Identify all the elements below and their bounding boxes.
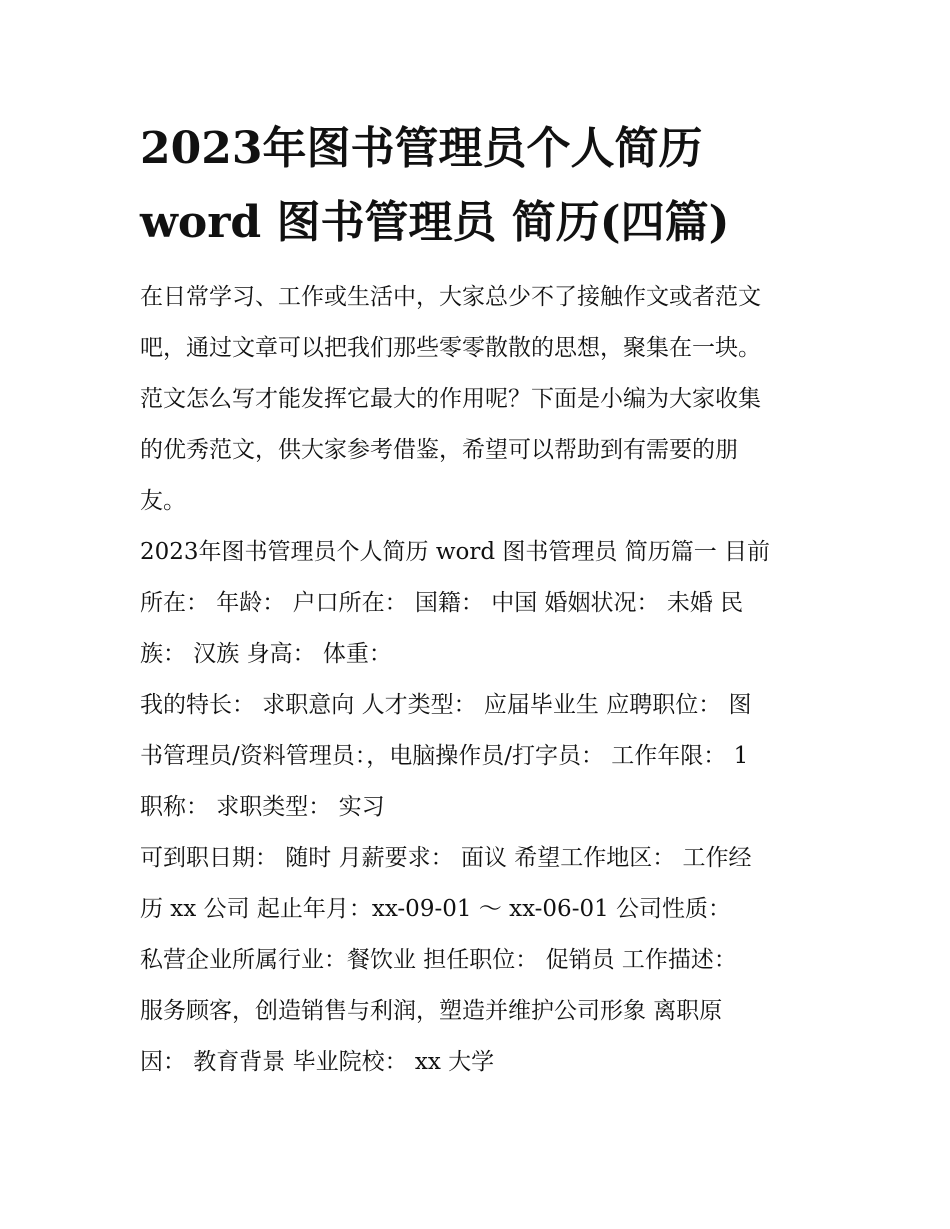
title-line: word 图书管理员 简历(四篇) [140, 197, 730, 248]
text-line: 在日常学习、工作或生活中，大家总少不了接触作文或者范文 [140, 284, 761, 310]
title-line: 2023年图书管理员个人简历 [140, 123, 703, 174]
text-line: 所在： 年龄： 户口所在： 国籍： 中国 婚姻状况： 未婚 民 [140, 590, 744, 616]
text-line: 私营企业所属行业：餐饮业 担任职位： 促销员 工作描述： [140, 947, 737, 973]
text-line: 吧，通过文章可以把我们那些零零散散的思想，聚集在一块。 [140, 335, 761, 361]
text-line: 友。 [140, 488, 186, 514]
text-line: 历 xx 公司 起止年月：xx-09-01 ～ xx-06-01 公司性质： [140, 896, 732, 922]
intro-paragraph [140, 272, 820, 527]
document-page [140, 112, 820, 1088]
text-line: 族： 汉族 身高： 体重： [140, 641, 392, 667]
text-line: 的优秀范文，供大家参考借鉴，希望可以帮助到有需要的朋 [140, 437, 738, 463]
text-line: 我的特长： 求职意向 人才类型： 应届毕业生 应聘职位： 图 [140, 692, 752, 718]
resume-paragraph-job-intent [140, 680, 820, 833]
text-line: 职称： 求职类型： 实习 [140, 794, 385, 820]
text-line: 书管理员/资料管理员：，电脑操作员/打字员： 工作年限： 1 [140, 743, 749, 769]
text-line: 2023年图书管理员个人简历 word 图书管理员 简历篇一 目前 [140, 539, 771, 565]
resume-paragraph-basic-info [140, 527, 820, 680]
resume-paragraph-work-experience [140, 935, 820, 1088]
text-line: 服务顾客，创造销售与利润，塑造并维护公司形象 离职原 [140, 998, 723, 1024]
text-line: 因： 教育背景 毕业院校： xx 大学 [140, 1049, 495, 1075]
resume-paragraph-work-date [140, 833, 820, 935]
text-line: 范文怎么写才能发挥它最大的作用呢？下面是小编为大家收集 [140, 386, 761, 412]
document-title [140, 112, 820, 260]
text-line: 可到职日期： 随时 月薪要求： 面议 希望工作地区： 工作经 [140, 845, 752, 871]
